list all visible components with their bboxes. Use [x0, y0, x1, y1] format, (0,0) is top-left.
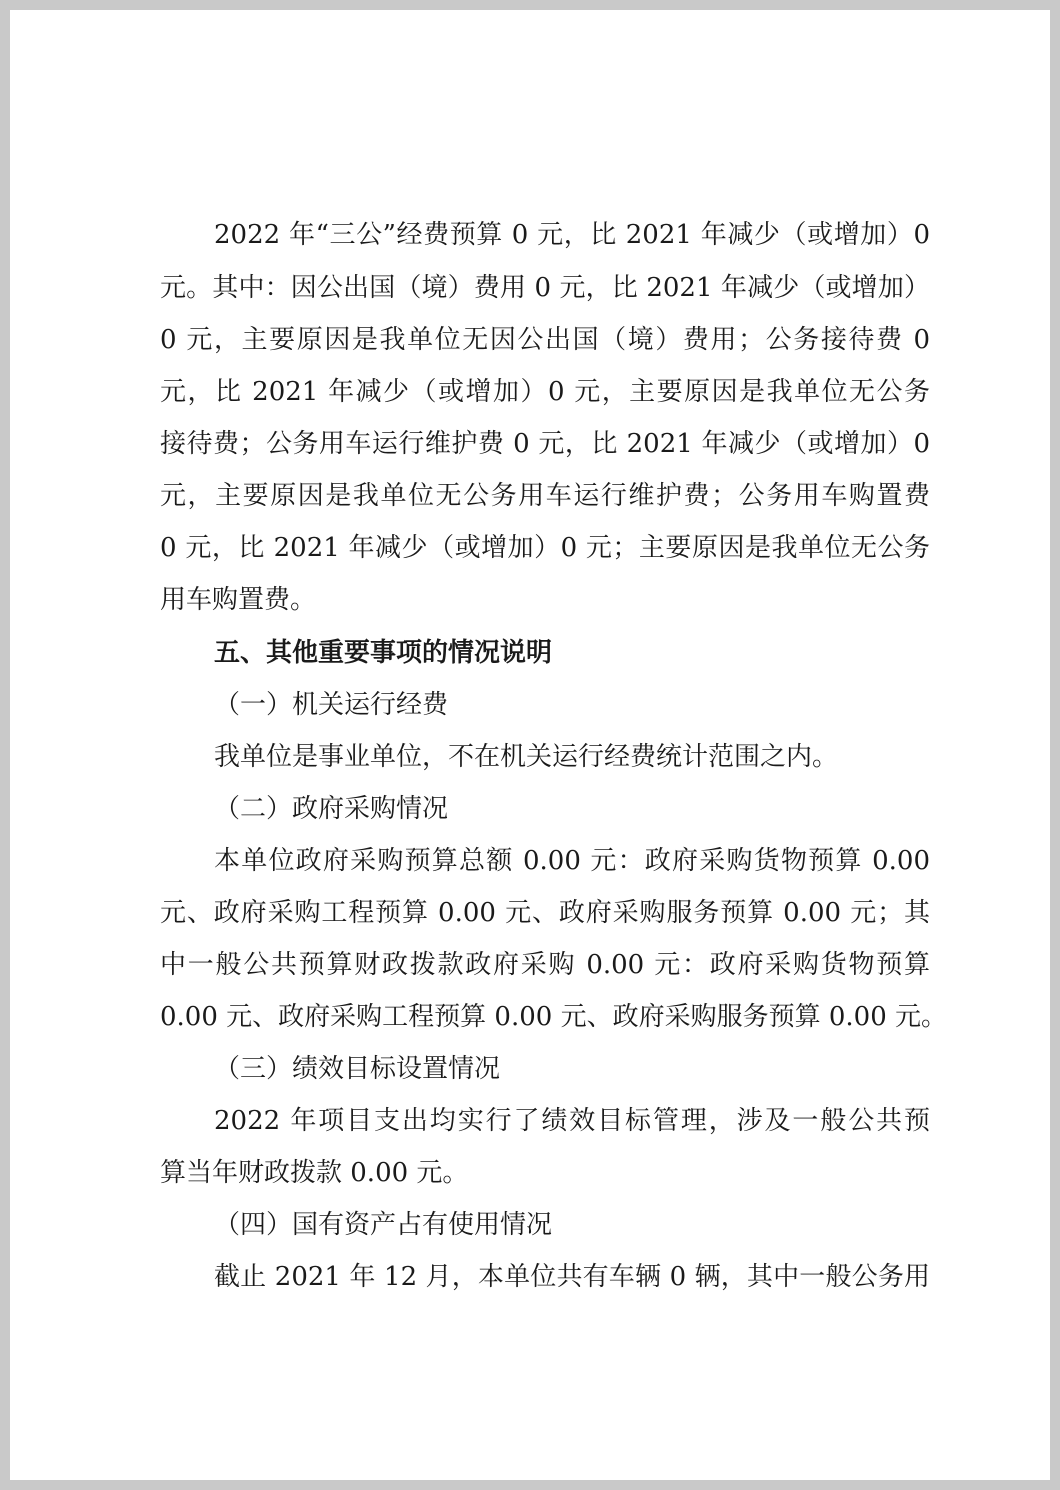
paragraph-line: 0 元，主要原因是我单位无因公出国（境）费用；公务接待费 0	[160, 325, 930, 355]
subsection-heading: （二）政府采购情况	[214, 794, 449, 824]
paragraph-line: 0 元，比 2021 年减少（或增加）0 元；主要原因是我单位无公务	[160, 533, 930, 563]
paragraph-line: 截止 2021 年 12 月，本单位共有车辆 0 辆，其中一般公务用	[214, 1262, 930, 1292]
subsection-heading: （一）机关运行经费	[214, 690, 449, 720]
subsection-heading: （四）国有资产占有使用情况	[214, 1210, 553, 1240]
paragraph-line: 元、政府采购工程预算 0.00 元、政府采购服务预算 0.00 元；其	[160, 898, 930, 928]
paragraph-line: 2022 年项目支出均实行了绩效目标管理，涉及一般公共预	[214, 1106, 930, 1136]
paragraph-line: 中一般公共预算财政拨款政府采购 0.00 元：政府采购货物预算	[160, 950, 930, 980]
paragraph-line: 用车购置费。	[160, 585, 317, 615]
paragraph-line: 接待费；公务用车运行维护费 0 元，比 2021 年减少（或增加）0	[160, 429, 930, 459]
paragraph-line: 2022 年“三公”经费预算 0 元，比 2021 年减少（或增加）0	[214, 220, 930, 250]
paragraph-line: 元，主要原因是我单位无公务用车运行维护费；公务用车购置费	[160, 481, 930, 511]
paragraph-line: 算当年财政拨款 0.00 元。	[160, 1158, 469, 1188]
paragraph-line: 0.00 元、政府采购工程预算 0.00 元、政府采购服务预算 0.00 元。	[160, 1002, 947, 1032]
paragraph-line: 本单位政府采购预算总额 0.00 元：政府采购货物预算 0.00	[214, 846, 930, 876]
paragraph-line: 元。其中：因公出国（境）费用 0 元，比 2021 年减少（或增加）	[160, 273, 930, 303]
paragraph-line: 元，比 2021 年减少（或增加）0 元，主要原因是我单位无公务	[160, 377, 930, 407]
section-heading: 五、其他重要事项的情况说明	[214, 638, 553, 668]
document-page	[10, 10, 1050, 1480]
subsection-heading: （三）绩效目标设置情况	[214, 1054, 501, 1084]
paragraph-line: 我单位是事业单位，不在机关运行经费统计范围之内。	[214, 742, 839, 772]
